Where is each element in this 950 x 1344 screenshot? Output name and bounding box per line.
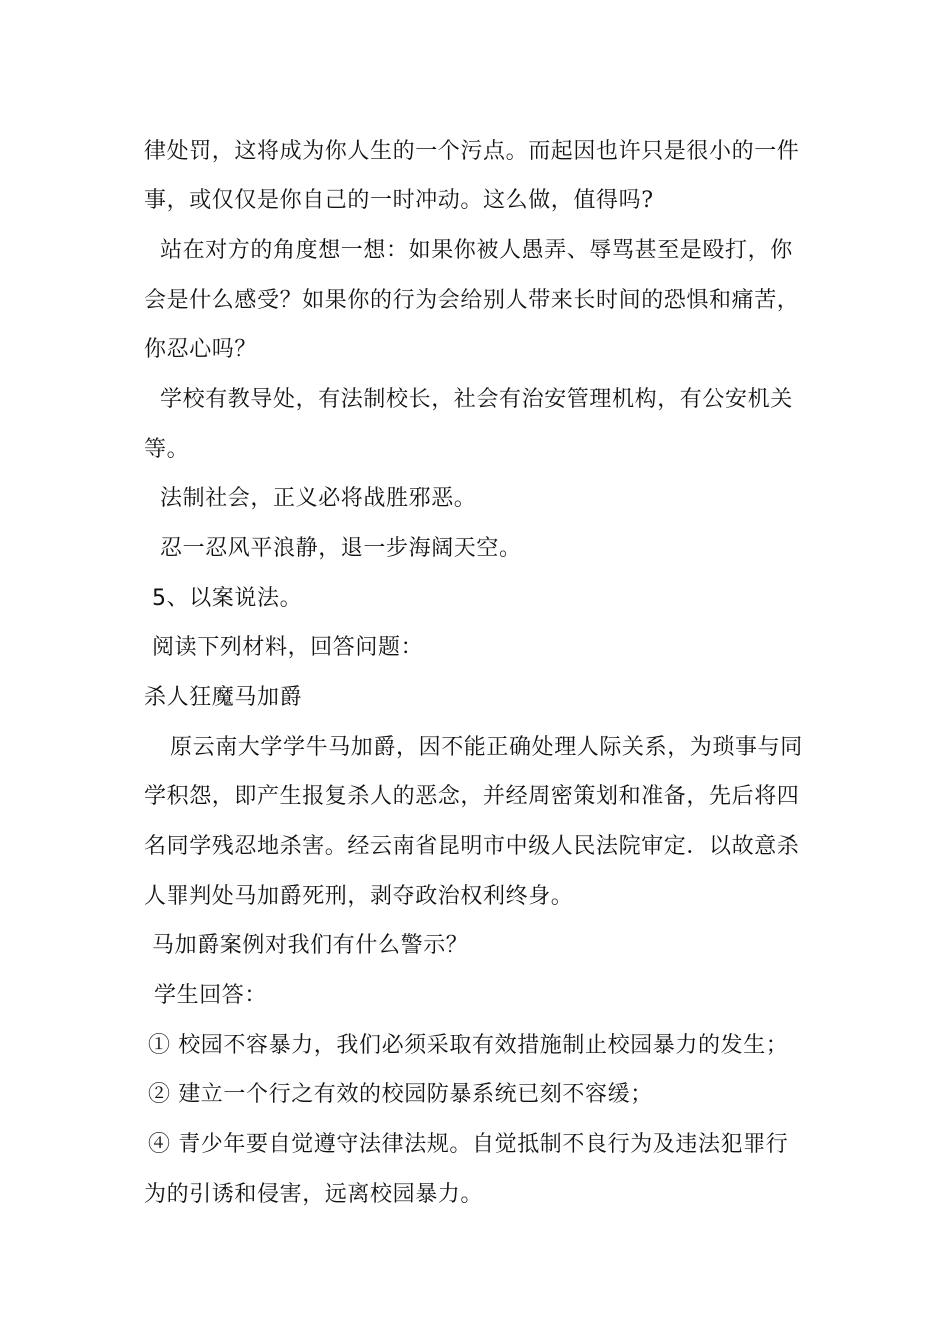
text-line: 事，或仅仅是你自己的一时冲动。这么做，值得吗? <box>144 188 654 213</box>
question-line: 马加爵案例对我们有什么警示？ <box>152 933 469 958</box>
text-line: 学校有教导处，有法制校长，社会有治安管理机构，有公安机关 <box>160 387 793 412</box>
text-line: 等。 <box>144 437 190 462</box>
text-line: 律处罚，这将成为你人生的一个污点。而起因也许只是很小的一件 <box>144 139 800 164</box>
text-line: 阅读下列材料，回答问题： <box>152 635 424 660</box>
text-line: 会是什么感受？如果你的行为会给别人带来长时间的恐惧和痛苦， <box>144 288 800 313</box>
answer-item: ④ 青少年要自觉遵守法律法规。自觉抵制不良行为及违法犯罪行 <box>148 1132 789 1157</box>
text-line: 为的引诱和侵害，远离校园暴力。 <box>144 1182 484 1207</box>
answer-item: ① 校园不容暴力，我们必须采取有效措施制止校园暴力的发生； <box>148 1033 789 1058</box>
text-line: 人罪判处马加爵死刑，剥夺政治权利终身。 <box>144 884 574 909</box>
case-title: 杀人狂魔马加爵 <box>144 685 303 710</box>
text-line: 法制社会，正义必将战胜邪恶。 <box>160 486 477 511</box>
text-line: 学积怨，即产生报复杀人的恶念，并经周密策划和准备，先后将四 <box>144 784 800 809</box>
text-line: 忍一忍风平浪静，退一步海阔天空。 <box>160 536 522 561</box>
text-line: 站在对方的角度想一想：如果你被人愚弄、辱骂甚至是殴打，你 <box>160 238 793 263</box>
text-line: 学生回答： <box>154 983 268 1008</box>
answer-item: ② 建立一个行之有效的校园防暴系统已刻不容缓； <box>148 1082 653 1107</box>
section-heading: 5、以案说法。 <box>152 586 303 611</box>
text-line: 原云南大学学牛马加爵，因不能正确处理人际关系，为琐事与同 <box>170 735 803 760</box>
text-line: 名同学残忍地杀害。经云南省昆明市中级人民法院审定．以故意杀 <box>144 834 800 859</box>
text-line: 你忍心吗？ <box>144 337 258 362</box>
